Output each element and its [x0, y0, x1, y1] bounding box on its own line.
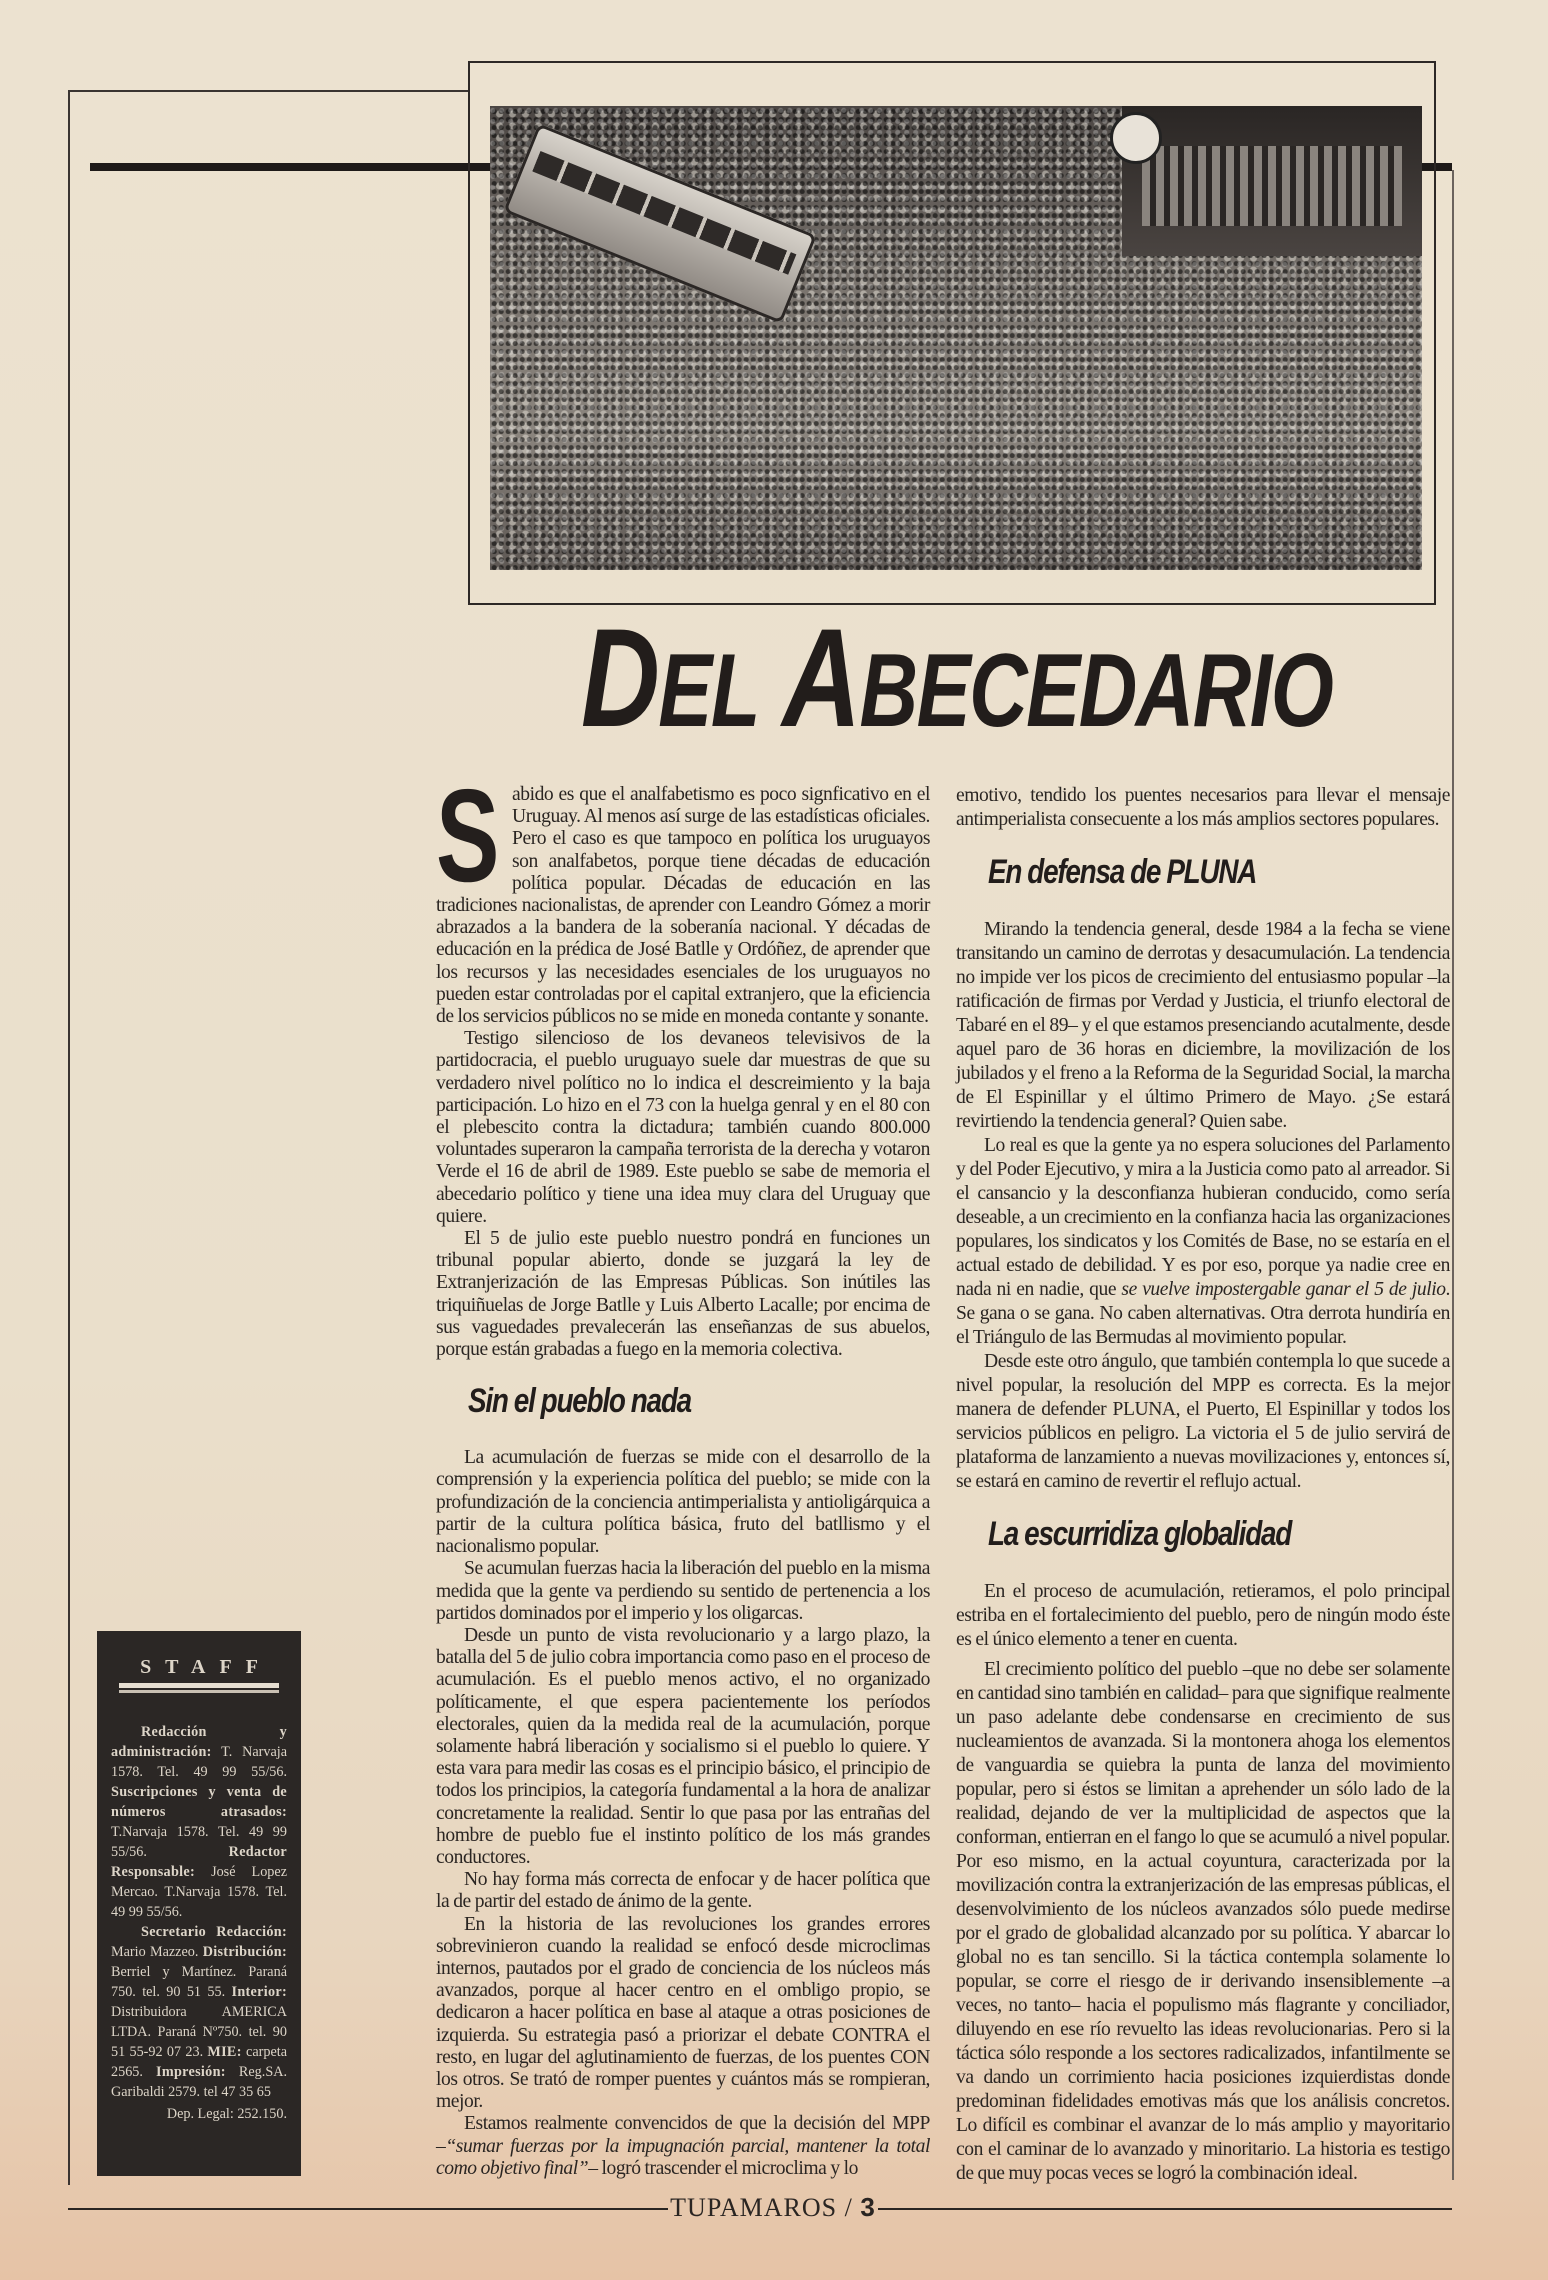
staff-value: carpeta 2565.: [111, 2044, 287, 2080]
photo-sign: [1110, 112, 1162, 164]
staff-value: Berriel y Martínez. Paraná 750. tel. 90 51 55.: [111, 1964, 287, 2000]
staff-value: T. Narvaja 1578. Tel. 49 99 55/56.: [111, 1744, 287, 1780]
paragraph: Se acumulan fuerzas hacia la liberación del pueblo en la misma medida que la gente va perdiendo su sentido de pertenencia a los partidos dominados por el imperio y los oligarcas.: [436, 1558, 930, 1624]
footer-rule-left: [68, 2208, 668, 2210]
photo-bus: [503, 123, 817, 323]
legal-deposit: Dep. Legal: 252.150.: [166, 2106, 287, 2122]
staff-credits: [111, 1722, 287, 1922]
subheading: Sin el pueblo nada: [468, 1382, 691, 1421]
headline-becedario: BECEDARIO: [859, 633, 1333, 749]
paragraph: Testigo silencioso de los devaneos televisivos de la partidocracia, el pueblo uruguayo suele dar muestras de que su verdadero nivel político no lo indica el descreimiento y la baja participación. Lo hizo en el 73 con la huelga genral y en el 80 con el plebescito contra la dictadura; también cuando 800.000 voluntades superaron la campaña terrorista de la derecha y votaron Verde el 16 de abril de 1989. Este pueblo se sabe de memoria el abecedario político y tiene una idea muy clara del Uruguay que quiere.: [436, 1028, 930, 1227]
drop-cap: S: [436, 762, 500, 909]
subheading: En defensa de PLUNA: [988, 853, 1257, 891]
staff-label: MIE:: [207, 2044, 242, 2060]
staff-value: Distribuidora AMERICA LTDA. Paraná Nº750. tel. 90 51 55-92 07 23.: [111, 2004, 287, 2060]
paragraph: En la historia de las revoluciones los grandes errores sobrevinieron cuando la realidad se enfocó desde microclimas internos, pautados por el grado de conciencia de los núcleos más avanzados, porque al hacer centro en el ombligo propio, se dedicaron a hacer política en base al ataque a otras posiciones de izquierda. Su estrategia pasó a priorizar el debate CONTRA el resto, en lugar del aglutinamiento de fuerzas, de los puentes CON los otros. Se trató de romper puentes y cuántos más se rompieran, mejor.: [436, 1913, 930, 2113]
paragraph: El crecimiento político del pueblo –que no debe ser solamente en cantidad sino también en calidad– para que signifique realmente un paso adelante debe condensarse en crecimiento de sus nucleamientos de avanzada. Si la montonera ahoga los elementos de vanguardia se quiebra la punta de lanza del movimiento popular, pero si éstos se limitan a aprehender un sólo lado de la realidad, dejando de ver la multiplicidad de aspectos que la conforman, entierran en el fango lo que se acumuló a nivel popular. Por eso mismo, en la actual coyuntura, caracterizada por la movilización contra la extranjerización de las empresas públicas, el desenvolvimiento de los núcleos avanzados sólo puede medirse por el grado de globalidad alcanzado por su política. Y abarcar lo global no es tan sencillo. Si la táctica contempla solamente lo popular, se corre el riesgo de ir derivando insensiblemente –a veces, no tanto– hacia el populismo más flagrante y conciliador, diluyendo en ese río revuelto las ideas revolucionarias. Pero si la táctica sólo responde a los sectores radicalizados, infantilmente se va dando un corrimiento hacia posiciones izquierdistas donde predominan fidelidades emotivas más que los análisis concretos. Lo difícil es combinar el avanzar de lo más amplio y mayoritario con el caminar de lo avanzado y minoritario. La historia es testigo de que muy pocas veces se logró la combinación ideal.: [956, 1659, 1450, 2184]
staff-value: Reg.SA. Garibaldi 2579. tel 47 35 65: [111, 2064, 287, 2100]
page-border-top: [68, 90, 468, 92]
subheading: La escurridiza globalidad: [988, 1515, 1292, 1553]
staff-label: Impresión:: [156, 2064, 226, 2080]
article-column-1: [436, 762, 930, 2180]
headline-initial-a: A: [782, 599, 860, 756]
staff-value: José Lopez Mercao. T.Narvaja 1578. Tel. 49 99 55/56.: [111, 1864, 287, 1920]
page-footer: [68, 2192, 1452, 2222]
staff-label: Suscripciones y venta de números atrasados:: [111, 1784, 287, 1820]
italic-emphasis: se vuelve impostergable ganar el 5 de julio: [1121, 1279, 1446, 1300]
paragraph: abido es que el analfabetismo es poco signficativo en el Uruguay. Al menos así surge de las estadísticas oficiales. Pero el caso es que tampoco en política los uruguayos son analfabetos, porque tiene décadas de educación política popular. Décadas de educación en las tradiciones nacionalistas, de aprender con Leandro Gómez a morir abrazados a la bandera de la soberanía nacional. Y décadas de educación en la prédica de José Batlle y Ordóñez, de aprender que los recursos y las necesidades esenciales de los uruguayos no pueden estar controladas por el capital extranjero, que la eficiencia de los servicios públicos no se mide en moneda contante y sonante.: [436, 784, 930, 1028]
publication-name: TUPAMAROS /: [670, 2193, 861, 2222]
article-column-2: [956, 784, 1450, 2186]
paragraph: En el proceso de acumulación, retieramos, el polo principal estriba en el fortalecimiento del pueblo, pero de ningún modo éste es el único elemento a tener en cuenta.: [956, 1581, 1450, 1650]
staff-title: STAFF: [140, 1656, 272, 1678]
paragraph: [436, 2113, 930, 2180]
footer-rule-right: [878, 2208, 1452, 2210]
staff-label: Redacción y administración:: [111, 1724, 287, 1760]
paragraph: Desde un punto de vista revolucionario y a largo plazo, la batalla del 5 de julio cobra importancia como paso en el proceso de acumulación. Es el pueblo menos activo, el no organizado políticamente, el que espera pacientemente los períodos electorales, quien da la medida real de la acumulación, porque solamente habrá liberación y socialismo si el pueblo lo quiere. Y esta vara para medir las cosas es el principio básico, el principio de todos los principios, la categoría fundamental a la hora de analizar concretamente la realidad. Sentir lo que pasa por las entrañas del hombre de pueblo fue el instinto político de los más grandes conductores.: [436, 1624, 930, 1868]
staff-value: T.Narvaja 1578. Tel. 49 99 55/56.: [111, 1824, 287, 1860]
headline-el: EL: [658, 633, 759, 749]
headline-initial-d: D: [581, 599, 659, 756]
italic-quote: “sumar fuerzas por la impugnación parcial, mantener la total como objetivo final”: [436, 2135, 930, 2179]
paragraph: El 5 de julio este pueblo nuestro pondrá en funciones un tribunal popular abierto, donde se juzgará la ley de Extranjerización de las Empresas Públicas. Son inútiles las triquiñuelas de Jorge Batlle y Luis Alberto Lacalle; por encima de sus vaguedades prevalecerán las enseñanzas de sus abuelos, porque están grabadas a fuego en la memoria colectiva.: [436, 1228, 930, 1361]
staff-label: Secretario Redacción:: [141, 1924, 287, 1940]
text-run: . Se gana o se gana. No caben alternativas. Otra derrota hundiría en el Triángulo de las Bermudas al movimiento popular.: [956, 1279, 1450, 1348]
staff-label: Distribución:: [202, 1944, 287, 1960]
text-run: – logró trascender el microclima y lo: [588, 2157, 858, 2179]
headline: [581, 599, 1333, 756]
paragraph: Mirando la tendencia general, desde 1984 a la fecha se viene transitando un camino de derrotas y desacumulación. La tendencia no impide ver los picos de crecimiento del entusiasmo popular –la ratificación de firmas por Verdad y Justicia, el triunfo electoral de Tabaré en el 89– y el que estamos presenciando acutalmente, desde aquel paro de 36 horas en diciembre, la movilización de los jubilados y el freno a la Reforma de la Seguridad Social, la marcha de El Espinillar y el último Primero de Mayo. ¿Se estará revirtiendo la tendencia general? Quien sabe.: [956, 919, 1450, 1132]
staff-value: Mario Mazzeo.: [111, 1944, 203, 1960]
paragraph: emotivo, tendido los puentes necesarios para llevar el mensaje antimperialista consecuente a los más amplios sectores populares.: [956, 785, 1450, 830]
staff-box: [97, 1631, 301, 2176]
page-number: 3: [860, 2192, 876, 2222]
header-rule: [90, 163, 490, 171]
footer-folio: [668, 2192, 878, 2223]
paragraph: No hay forma más correcta de enfocar y de hacer política que la de partir del estado de ánimo de la gente.: [436, 1869, 930, 1913]
staff-credits: [111, 1922, 287, 2102]
page-border-left: [68, 90, 70, 2185]
paragraph: Desde este otro ángulo, que también contempla lo que sucede a nivel popular, la resolución del MPP es correcta. Es la mejor manera de defender PLUNA, el Puerto, El Espinillar y todos los servicios públicos en peligro. La victoria el 5 de julio servirá de plataforma de lanzamiento a nuevas movilizaciones y, entonces sí, se estará en camino de revertir el reflujo actual.: [956, 1351, 1450, 1492]
staff-rule: [119, 1683, 279, 1690]
photo-building: [1122, 106, 1422, 256]
page-border-right: [1452, 170, 1454, 2180]
staff-label: Redactor Responsable:: [111, 1844, 287, 1880]
text-run: Estamos realmente convencidos de que la decisión del MPP –: [436, 2113, 930, 2157]
staff-label: Interior:: [231, 1984, 287, 2000]
paragraph: [956, 1134, 1450, 1350]
paragraph: La acumulación de fuerzas se mide con el desarrollo de la comprensión y la experiencia política del pueblo; se mide con la profundización de la conciencia antimperialista y antioligárquica a partir de la cultura política básica, fruto del batllismo y el nacionalismo popular.: [436, 1447, 930, 1558]
crowd-photo: [490, 106, 1422, 570]
text-run: Lo real es que la gente ya no espera soluciones del Parlamento y del Poder Ejecutivo, y mira a la Justicia como pato al arreador. Si el cansancio y la desconfianza hubieran conducido, como sería deseable, a un crecimiento en la confianza hacia las organizaciones populares, los sindicatos y los Comités de Base, no se estaría en el actual estado de debilidad. Y es por eso, porque ya nadie cree en nada ni en nadie, que: [956, 1135, 1450, 1300]
